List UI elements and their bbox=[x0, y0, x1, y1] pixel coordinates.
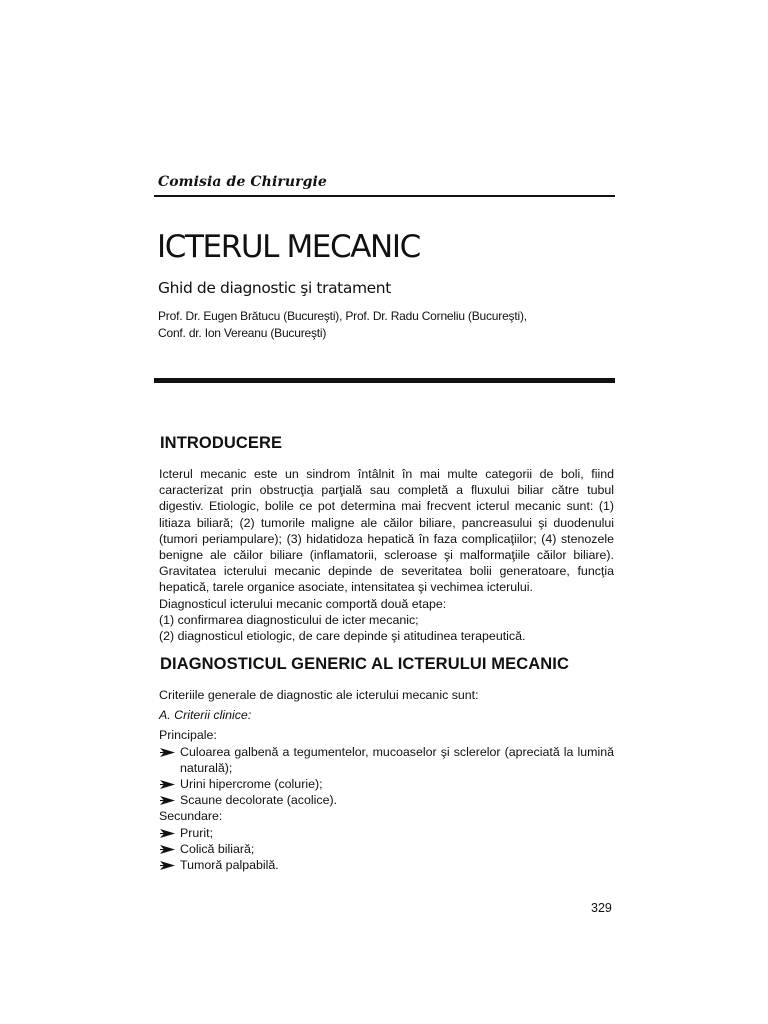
bullet-item bbox=[159, 841, 614, 857]
stage-item: (1) confirmarea diagnosticului de icter mecanic; bbox=[159, 612, 419, 627]
principal-list bbox=[159, 744, 614, 809]
section-heading-diagnostic: DIAGNOSTICUL GENERIC AL ICTERULUI MECANIC bbox=[160, 655, 569, 673]
stage-item: (2) diagnosticul etiologic, de care depinde şi atitudinea terapeutică. bbox=[159, 629, 526, 644]
bullet-text: Tumoră palpabilă. bbox=[180, 858, 279, 873]
arrowhead-bullet-icon bbox=[159, 857, 177, 873]
diagnostic-section bbox=[159, 687, 614, 873]
bullet-text: Culoarea galbenă a tegumentelor, mucoaselor şi sclerelor (apreciată la lumină naturală); bbox=[180, 744, 614, 775]
secondary-label: Secundare: bbox=[159, 809, 223, 824]
bullet-text: Colică biliară; bbox=[180, 841, 255, 856]
intro-section bbox=[159, 466, 614, 644]
criteria-a-label: A. Criterii clinice: bbox=[159, 708, 252, 723]
arrowhead-bullet-icon bbox=[159, 744, 177, 760]
authors-line: Conf. dr. Ion Vereanu (Bucureşti) bbox=[158, 326, 327, 340]
authors-block bbox=[158, 308, 527, 342]
secondary-list bbox=[159, 825, 614, 874]
criteria-intro: Criteriile generale de diagnostic ale icterului mecanic sunt: bbox=[159, 688, 479, 702]
bullet-text: Prurit; bbox=[180, 825, 214, 840]
document-subtitle: Ghid de diagnostic şi tratament bbox=[158, 279, 391, 297]
bullet-item bbox=[159, 857, 614, 873]
bullet-item bbox=[159, 825, 614, 841]
principal-label: Principale: bbox=[159, 728, 217, 743]
arrowhead-bullet-icon bbox=[159, 792, 177, 808]
bullet-item bbox=[159, 792, 614, 808]
bullet-item bbox=[159, 776, 614, 792]
committee-header: Comisia de Chirurgie bbox=[158, 174, 327, 190]
header-divider bbox=[154, 195, 615, 197]
document-title: ICTERUL MECANIC bbox=[157, 229, 420, 265]
arrowhead-bullet-icon bbox=[159, 841, 177, 857]
bullet-text: Urini hipercrome (colurie); bbox=[180, 777, 323, 792]
title-divider bbox=[154, 378, 615, 383]
bullet-text: Scaune decolorate (acolice). bbox=[180, 793, 338, 808]
intro-paragraph: Icterul mecanic este un sindrom întâlnit în mai multe categorii de boli, fiind caracterizat prin obstrucţia parţială sau completă a fluxului biliar către tubul digestiv. Etiologic, bolile ce pot determina mai frecvent icterul mecanic sunt: (1) litiaza biliară; (2) tumorile maligne ale căilor biliare, pancreasului şi duodenului (tumori periampulare); (3) hidatidoza hepatică în faza complicaţiilor; (4) stenozele benigne ale căilor biliare (inflamatorii, scleroase şi malformaţiile căilor biliare). Gravitatea icterului mecanic depinde de severitatea bolii generatoare, funcţia hepatică, tarele organice asociate, intensitatea şi vechimea icterului. bbox=[159, 467, 614, 595]
authors-line: Prof. Dr. Eugen Brătucu (Bucureşti), Prof. Dr. Radu Corneliu (Bucureşti), bbox=[158, 309, 527, 323]
bullet-item bbox=[159, 744, 614, 776]
section-heading-introducere: INTRODUCERE bbox=[160, 434, 283, 452]
arrowhead-bullet-icon bbox=[159, 825, 177, 841]
stages-intro: Diagnosticul icterului mecanic comportă două etape: bbox=[159, 596, 447, 611]
arrowhead-bullet-icon bbox=[159, 776, 177, 792]
page-number: 329 bbox=[591, 901, 612, 915]
